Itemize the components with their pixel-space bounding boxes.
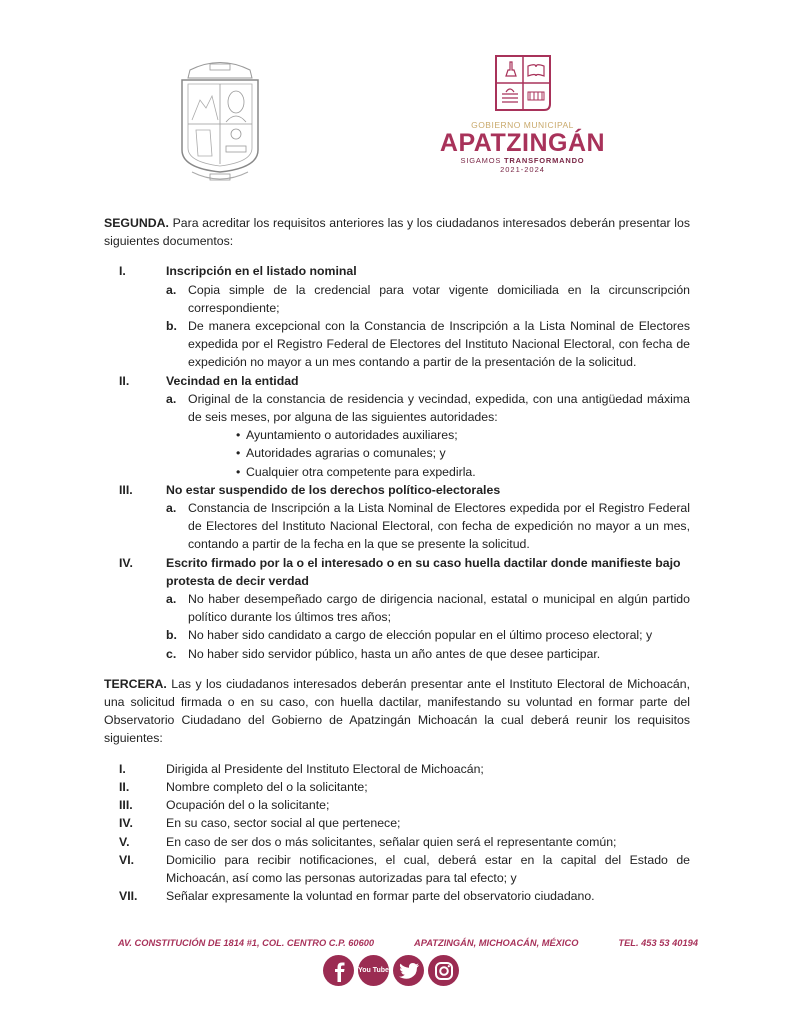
segunda-paragraph xyxy=(104,214,690,250)
bullet-icon: • xyxy=(236,464,241,479)
sub-item-letter: c. xyxy=(166,646,177,661)
segunda-item-1 xyxy=(104,262,690,371)
tercera-item xyxy=(104,796,690,814)
sub-item-text: De manera excepcional con la Constancia de Inscripción a la Lista Nominal de Electores expedida por el Registro Federal de Electores del Instituto Nacional Electoral, con fecha de expedición no mayor a un mes contando a partir de la presentación de la solicitud. xyxy=(188,319,690,370)
sub-item-letter: b. xyxy=(166,319,177,334)
item-number: I. xyxy=(119,264,126,279)
tercera-label: TERCERA. xyxy=(104,676,167,691)
tercera-paragraph xyxy=(104,675,690,748)
sub-item xyxy=(166,317,690,372)
sub-item-text: No haber sido candidato a cargo de elección popular en el último proceso electoral; y xyxy=(188,628,653,643)
item-number: III. xyxy=(119,482,133,497)
item-text: Nombre completo del o la solicitante; xyxy=(166,779,368,794)
footer-city: APATZINGÁN, MICHOACÁN, MÉXICO xyxy=(414,938,579,948)
facebook-icon[interactable] xyxy=(323,955,354,986)
logo-mark-icon xyxy=(492,52,554,114)
logo-government-label: GOBIERNO MUNICIPAL xyxy=(471,120,574,130)
item-title: Vecindad en la entidad xyxy=(166,373,299,388)
logo-years: 2021-2024 xyxy=(500,165,545,174)
letterhead xyxy=(0,40,791,200)
youtube-icon[interactable] xyxy=(358,955,389,986)
municipal-logo xyxy=(425,52,620,202)
slogan-part-b: TRANSFORMANDO xyxy=(504,156,585,165)
tercera-item xyxy=(104,778,690,796)
sub-item-text: Original de la constancia de residencia y vecindad, expedida, con una antigüedad máxima de seis meses, por alguna de las siguientes autoridades: xyxy=(188,391,690,425)
sub-item-text: Copia simple de la credencial para votar vigente domiciliada en la circunscripción correspondiente; xyxy=(188,282,690,315)
sub-item-text: Constancia de Inscripción a la Lista Nominal de Electores expedida por el Registro Federal de Electores del Instituto Nacional Electoral, con fecha de expedición no mayor a un mes, contando a partir de la fecha en la que se presente la solicitud. xyxy=(188,501,690,552)
footer-address-line xyxy=(118,938,698,948)
sub-item-letter: b. xyxy=(166,628,177,643)
tercera-item xyxy=(104,814,690,832)
sub-item-letter: a. xyxy=(166,282,177,297)
item-number: VII. xyxy=(119,889,138,904)
item-text: Dirigida al Presidente del Instituto Electoral de Michoacán; xyxy=(166,761,484,776)
social-links xyxy=(323,955,459,986)
logo-city-name: APATZINGÁN xyxy=(439,129,606,157)
sub-item xyxy=(166,645,690,663)
tercera-item xyxy=(104,887,690,905)
sub-item-text: No haber desempeñado cargo de dirigencia nacional, estatal o municipal en algún partido político durante los últimos tres años; xyxy=(188,592,690,625)
footer-address: AV. CONSTITUCIÓN DE 1814 #1, COL. CENTRO C.P. 60600 xyxy=(118,938,375,948)
item-text: Domicilio para recibir notificaciones, el cual, deberá estar en la capital del Estado de Michoacán, así como las personas autorizadas para tal efecto; y xyxy=(166,852,690,885)
tercera-text: Las y los ciudadanos interesados deberán presentar ante el Instituto Electoral de Michoacán, una solicitud firmada o en su caso, con huella dactilar, manifestando su voluntad en formar parte del Observatorio Ciudadano del Gobierno de Apatzingán Michoacán la cual deberá reunir los requisitos siguientes: xyxy=(104,676,690,746)
sub-item xyxy=(166,499,690,554)
item-title: Inscripción en el listado nominal xyxy=(166,264,357,279)
sub-item-letter: a. xyxy=(166,592,177,607)
twitter-icon[interactable] xyxy=(393,955,424,986)
item-text: Ocupación del o la solicitante; xyxy=(166,798,330,813)
bullet-text: Ayuntamiento o autoridades auxiliares; xyxy=(246,428,458,443)
document-body xyxy=(104,214,690,905)
item-number: VI. xyxy=(119,852,135,867)
segunda-item-2 xyxy=(104,372,690,481)
segunda-label: SEGUNDA. xyxy=(104,216,169,230)
item-number: IV. xyxy=(119,555,133,570)
item-number: II. xyxy=(119,779,130,794)
bullet-text: Cualquier otra competente para expedirla. xyxy=(246,464,476,479)
bullet-item xyxy=(166,444,690,462)
youtube-label: You Tube xyxy=(358,967,389,974)
segunda-item-4 xyxy=(104,554,690,663)
sub-item xyxy=(166,281,690,317)
item-number: III. xyxy=(119,798,133,813)
item-number: V. xyxy=(119,834,130,849)
item-number: IV. xyxy=(119,816,133,831)
item-number: II. xyxy=(119,373,130,388)
bullet-item xyxy=(166,426,690,444)
tercera-list xyxy=(104,760,690,906)
bullet-item xyxy=(166,463,690,481)
sub-item-letter: a. xyxy=(166,501,177,516)
bullet-text: Autoridades agrarias o comunales; y xyxy=(246,446,446,461)
sub-item xyxy=(166,626,690,644)
segunda-text: Para acreditar los requisitos anteriores las y los ciudadanos interesados deberán presentar los siguientes documentos: xyxy=(104,216,690,249)
tercera-item xyxy=(104,760,690,778)
logo-slogan xyxy=(425,156,620,165)
item-title: No estar suspendido de los derechos político-electorales xyxy=(166,482,501,497)
segunda-item-3 xyxy=(104,481,690,554)
bullet-icon: • xyxy=(236,428,241,443)
sub-item-letter: a. xyxy=(166,391,177,406)
item-text: Señalar expresamente la voluntad en formar parte del observatorio ciudadano. xyxy=(166,889,595,904)
coat-of-arms-icon xyxy=(170,50,270,190)
instagram-icon[interactable] xyxy=(428,955,459,986)
sub-item xyxy=(166,390,690,426)
slogan-part-a: SIGAMOS xyxy=(460,156,505,165)
sub-item-text: No haber sido servidor público, hasta un año antes de que desee participar. xyxy=(188,646,601,661)
tercera-item xyxy=(104,833,690,851)
sub-item xyxy=(166,590,690,626)
footer-phone: TEL. 453 53 40194 xyxy=(618,938,698,948)
item-title: Escrito firmado por la o el interesado o en su caso huella dactilar donde manifieste bajo protesta de decir verdad xyxy=(166,555,681,588)
tercera-item xyxy=(104,851,690,887)
item-number: I. xyxy=(119,761,126,776)
item-text: En su caso, sector social al que pertenece; xyxy=(166,816,401,831)
bullet-icon: • xyxy=(236,446,241,461)
item-text: En caso de ser dos o más solicitantes, señalar quien será el representante común; xyxy=(166,834,617,849)
